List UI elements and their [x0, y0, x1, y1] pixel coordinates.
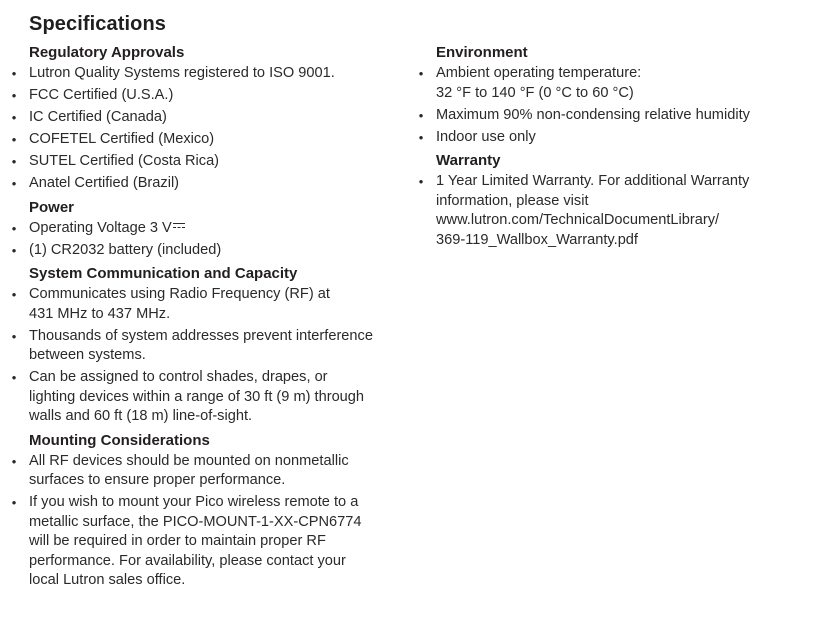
page-title: Specifications — [29, 13, 166, 35]
list-item: • COFETEL Certified (Mexico) — [29, 130, 409, 150]
power-section — [11, 198, 409, 261]
system-communication-section — [11, 264, 409, 427]
list-item: • IC Certified (Canada) — [29, 108, 409, 128]
list-item: • Can be assigned to control shades, drapes, or lighting devices within a range of 30 ft (9 m) through walls and 60 ft (18 m) line-of-sight. — [29, 368, 409, 427]
bullet-icon: • — [11, 287, 17, 302]
bullet-icon: • — [11, 328, 17, 344]
bullet-icon: • — [11, 110, 17, 125]
environment-list — [418, 64, 816, 147]
bullet-icon: • — [11, 495, 17, 510]
warranty-list — [418, 172, 816, 250]
bullet-icon: • — [418, 129, 424, 145]
list-item: • Anatel Certified (Brazil) — [29, 174, 409, 194]
list-item: • Ambient operating temperature: 32 °F to 140 °F (0 °C to 60 °C) — [436, 64, 816, 103]
dc-voltage-symbol-icon — [173, 222, 185, 231]
regulatory-approvals-section — [11, 43, 409, 194]
regulatory-approvals-list — [11, 64, 409, 194]
bullet-icon: • — [11, 88, 17, 103]
right-column — [418, 43, 816, 253]
bullet-icon: • — [11, 176, 17, 191]
environment-section — [418, 43, 816, 147]
list-item: • If you wish to mount your Pico wireless remote to a metallic surface, the PICO-MOUNT-1-XX-CPN6774 will be required in order to maintain proper RF performance. For availability, please contact your local Lutron sales office. — [29, 493, 409, 591]
list-item: • (1) CR2032 battery (included) — [29, 241, 409, 261]
list-item: • 1 Year Limited Warranty. For additional Warranty information, please visit www.lutron.com/TechnicalDocumentLibrary/ 369-119_Wallbox_Warranty.pdf — [436, 172, 816, 250]
mounting-considerations-section — [11, 431, 409, 591]
left-column — [11, 43, 409, 593]
warranty-url-line-2: 369-119_Wallbox_Warranty.pdf — [436, 231, 638, 248]
warranty-heading: Warranty — [436, 152, 501, 169]
list-item: • FCC Certified (U.S.A.) — [29, 86, 409, 106]
bullet-icon: • — [11, 453, 17, 469]
bullet-icon: • — [418, 107, 424, 123]
list-item: • Thousands of system addresses prevent interference between systems. — [29, 327, 409, 366]
bullet-icon: • — [418, 174, 424, 189]
regulatory-approvals-heading: Regulatory Approvals — [29, 44, 185, 61]
bullet-icon: • — [11, 66, 17, 81]
warranty-section — [418, 151, 816, 250]
list-item: • Indoor use only — [436, 128, 816, 148]
power-heading: Power — [29, 198, 75, 216]
mounting-considerations-heading: Mounting Considerations — [29, 431, 210, 449]
system-communication-heading: System Communication and Capacity — [29, 265, 298, 282]
list-item: • Maximum 90% non-condensing relative humidity — [436, 106, 816, 126]
bullet-icon: • — [11, 132, 17, 147]
system-communication-list — [11, 285, 409, 427]
list-item: • Lutron Quality Systems registered to ISO 9001. — [29, 64, 409, 84]
power-list — [11, 219, 409, 261]
bullet-icon: • — [11, 220, 17, 236]
operating-voltage-text: Operating Voltage 3 V — [29, 219, 172, 236]
bullet-icon: • — [11, 370, 17, 385]
environment-heading: Environment — [436, 44, 528, 61]
mounting-considerations-list — [11, 452, 409, 591]
list-item: • All RF devices should be mounted on nonmetallic surfaces to ensure proper performance. — [29, 452, 409, 491]
bullet-icon: • — [11, 242, 17, 258]
list-item: • SUTEL Certified (Costa Rica) — [29, 152, 409, 172]
list-item — [11, 219, 409, 239]
warranty-url-line-1: www.lutron.com/TechnicalDocumentLibrary/ — [436, 212, 720, 228]
list-item: • Communicates using Radio Frequency (RF) at 431 MHz to 437 MHz. — [29, 285, 409, 324]
bullet-icon: • — [418, 66, 424, 81]
bullet-icon: • — [11, 154, 17, 169]
